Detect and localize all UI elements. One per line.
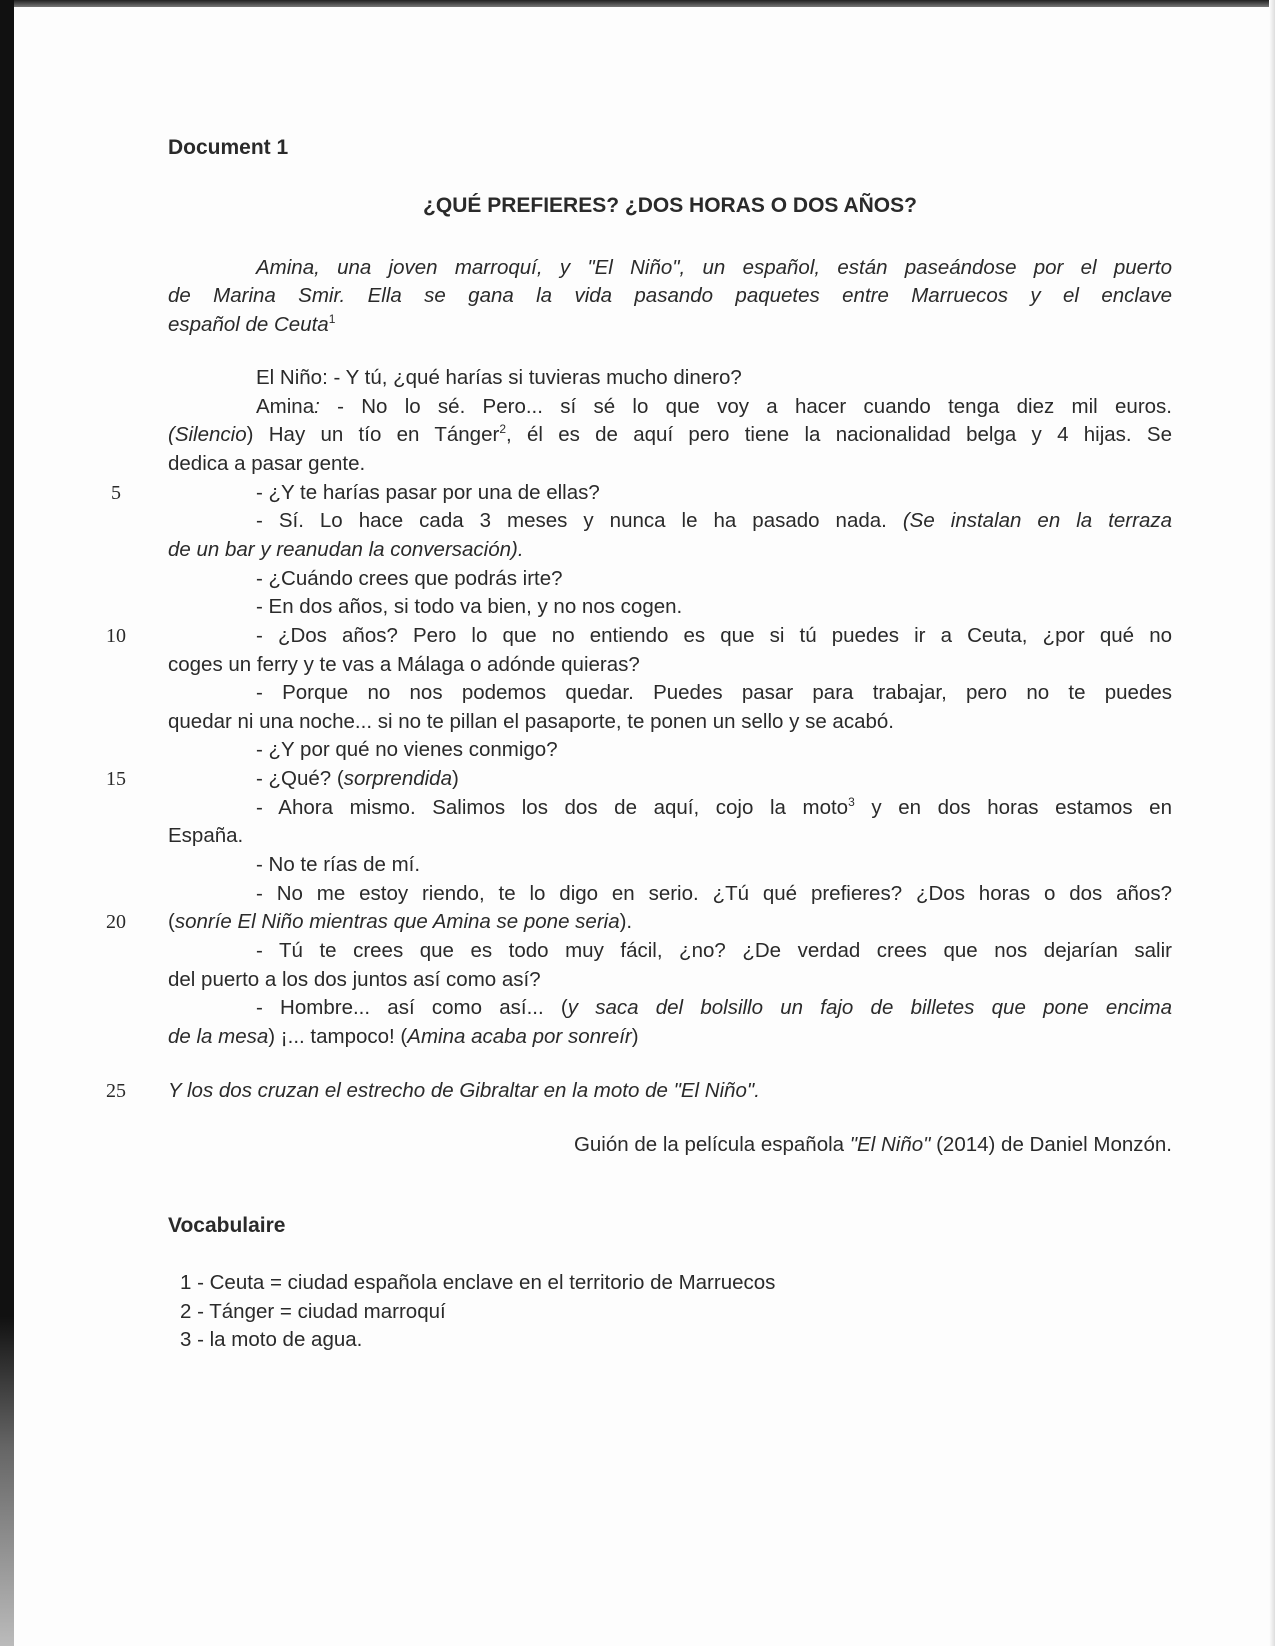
text-segment: ( bbox=[168, 910, 175, 934]
text-segment: del puerto a los dos juntos así como así? bbox=[168, 967, 541, 991]
dialogue-line bbox=[168, 824, 1172, 848]
dialogue-line bbox=[168, 767, 1172, 791]
text-segment: ) bbox=[451, 767, 459, 791]
text-segment: - ¿Y te harías pasar por una de ellas? bbox=[256, 480, 600, 504]
text-segment: Amina bbox=[256, 394, 315, 418]
line-number: 10 bbox=[106, 624, 126, 647]
intro-line bbox=[168, 284, 1172, 308]
dialogue-line bbox=[168, 939, 1172, 963]
footnote-ref: 1 bbox=[328, 311, 336, 326]
dialogue-line bbox=[168, 796, 1172, 820]
dialogue-line bbox=[168, 710, 1172, 734]
text-segment: El Niño: - Y tú, ¿qué harías si tuvieras mucho dinero? bbox=[256, 366, 742, 389]
text-segment: - Sí. Lo hace cada 3 meses y nunca le ha pasado nada. bbox=[256, 509, 903, 533]
text-segment: - ¿Y por qué no vienes conmigo? bbox=[256, 738, 558, 762]
scan-edge-right bbox=[1269, 0, 1275, 1646]
text-segment: ) bbox=[631, 1024, 639, 1048]
dialogue-line bbox=[168, 366, 1172, 390]
line-number: 15 bbox=[106, 768, 126, 791]
dialogue-line bbox=[168, 509, 1172, 533]
dialogue-line bbox=[168, 968, 1172, 992]
dialogue-line bbox=[168, 538, 1172, 562]
text-segment: - Porque no nos podemos quedar. Puedes pasar para trabajar, pero no te puedes bbox=[256, 681, 1172, 705]
text-segment: - Tú te crees que es todo muy fácil, ¿no? ¿De verdad crees que nos dejarían salir bbox=[256, 939, 1172, 962]
vocabulary-item: 2 - Tánger = ciudad marroquí bbox=[180, 1300, 446, 1323]
text-segment: - No me estoy riendo, te lo digo en serio. ¿Tú qué prefieres? ¿Dos horas o dos años? bbox=[256, 881, 1172, 905]
text-segment: quedar ni una noche... si no te pillan el pasaporte, te ponen un sello y se acabó. bbox=[168, 709, 894, 733]
dialogue-line bbox=[168, 738, 1172, 762]
dialogue-line bbox=[168, 395, 1172, 419]
closing-line bbox=[168, 1079, 1172, 1103]
line-number: 5 bbox=[111, 481, 121, 504]
vocabulary-heading: Vocabulaire bbox=[168, 1214, 286, 1237]
text-segment: y en dos horas estamos en bbox=[854, 795, 1172, 819]
stage-direction-text: sorprendida bbox=[343, 767, 452, 791]
source-citation bbox=[574, 1133, 1172, 1157]
stage-direction-text: : bbox=[314, 394, 320, 418]
dialogue-line bbox=[168, 423, 1172, 447]
citation-suffix: (2014) de Daniel Monzón. bbox=[930, 1133, 1172, 1156]
intro-text: español de Ceuta bbox=[168, 312, 329, 336]
dialogue-line bbox=[168, 624, 1172, 648]
text-segment: - No lo sé. Pero... sí sé lo que voy a hacer cuando tenga diez mil euros. bbox=[319, 394, 1172, 418]
intro-line bbox=[168, 313, 1172, 337]
text-segment: - No te rías de mí. bbox=[256, 853, 421, 877]
dialogue-line bbox=[168, 595, 1172, 619]
text-segment: - ¿Dos años? Pero lo que no entiendo es que si tú puedes ir a Ceuta, ¿por qué no bbox=[256, 623, 1172, 647]
text-segment: ) Hay un tío en Tánger bbox=[246, 423, 500, 447]
stage-direction-text: de un bar y reanudan la conversación). bbox=[168, 537, 524, 561]
text-segment: ) ¡... tampoco! ( bbox=[268, 1024, 408, 1048]
line-number: 20 bbox=[106, 911, 126, 934]
dialogue-line bbox=[168, 567, 1172, 591]
document-label: Document 1 bbox=[168, 136, 289, 159]
line-number: 25 bbox=[106, 1080, 126, 1102]
stage-direction-text: sonríe El Niño mientras que Amina se pone seria bbox=[174, 910, 620, 934]
text-segment: , él es de aquí pero tiene la nacionalidad belga y 4 hijas. Se bbox=[506, 423, 1172, 447]
stage-direction-text: Amina acaba por sonreír bbox=[407, 1024, 632, 1048]
text-segment: - ¿Qué? ( bbox=[256, 767, 344, 791]
dialogue-line bbox=[168, 882, 1172, 906]
text-segment: ). bbox=[619, 910, 633, 934]
dialogue-line bbox=[168, 1025, 1172, 1049]
intro-text: de Marina Smir. Ella se gana la vida pasando paquetes entre Marruecos y el enclave bbox=[168, 284, 1172, 308]
citation-prefix: Guión de la película española bbox=[573, 1133, 850, 1156]
footnote-ref: 3 bbox=[848, 794, 855, 809]
vocabulary-item: 1 - Ceuta = ciudad española enclave en el territorio de Marruecos bbox=[180, 1271, 776, 1294]
dialogue-line bbox=[168, 481, 1172, 505]
dialogue-line bbox=[168, 910, 1172, 934]
intro-text: Amina, una joven marroquí, y "El Niño", un español, están paseándose por el puerto bbox=[256, 256, 1172, 279]
document-title: ¿QUÉ PREFIERES? ¿DOS HORAS O DOS AÑOS? bbox=[423, 194, 917, 217]
footnote-ref: 2 bbox=[499, 422, 506, 437]
text-segment: - En dos años, si todo va bien, y no nos cogen. bbox=[256, 595, 683, 619]
stage-direction-text: Y los dos cruzan el estrecho de Gibraltar en la moto de "El Niño". bbox=[168, 1079, 760, 1102]
dialogue-line bbox=[168, 996, 1172, 1020]
dialogue-line bbox=[168, 681, 1172, 705]
stage-direction-text: y saca del bolsillo un fajo de billetes que pone encima bbox=[567, 996, 1172, 1020]
dialogue-line bbox=[168, 653, 1172, 677]
vocabulary-item: 3 - la moto de agua. bbox=[180, 1328, 363, 1351]
stage-direction-text: (Silencio bbox=[168, 423, 247, 447]
dialogue-line bbox=[168, 853, 1172, 877]
citation-film: "El Niño" bbox=[849, 1133, 931, 1156]
text-segment: coges un ferry y te vas a Málaga o adónde quieras? bbox=[168, 652, 640, 676]
intro-line bbox=[168, 256, 1172, 280]
text-segment: dedica a pasar gente. bbox=[168, 451, 366, 475]
text-segment: - ¿Cuándo crees que podrás irte? bbox=[256, 566, 563, 590]
scan-edge-left bbox=[0, 0, 14, 1646]
dialogue-line bbox=[168, 452, 1172, 476]
stage-direction-text: de la mesa bbox=[168, 1024, 269, 1048]
text-segment: España. bbox=[168, 824, 244, 848]
text-segment: - Ahora mismo. Salimos los dos de aquí, cojo la moto bbox=[256, 795, 849, 819]
text-segment: - Hombre... así como así... ( bbox=[256, 996, 568, 1020]
stage-direction-text: (Se instalan en la terraza bbox=[902, 509, 1172, 533]
scan-edge-top bbox=[0, 0, 1275, 7]
